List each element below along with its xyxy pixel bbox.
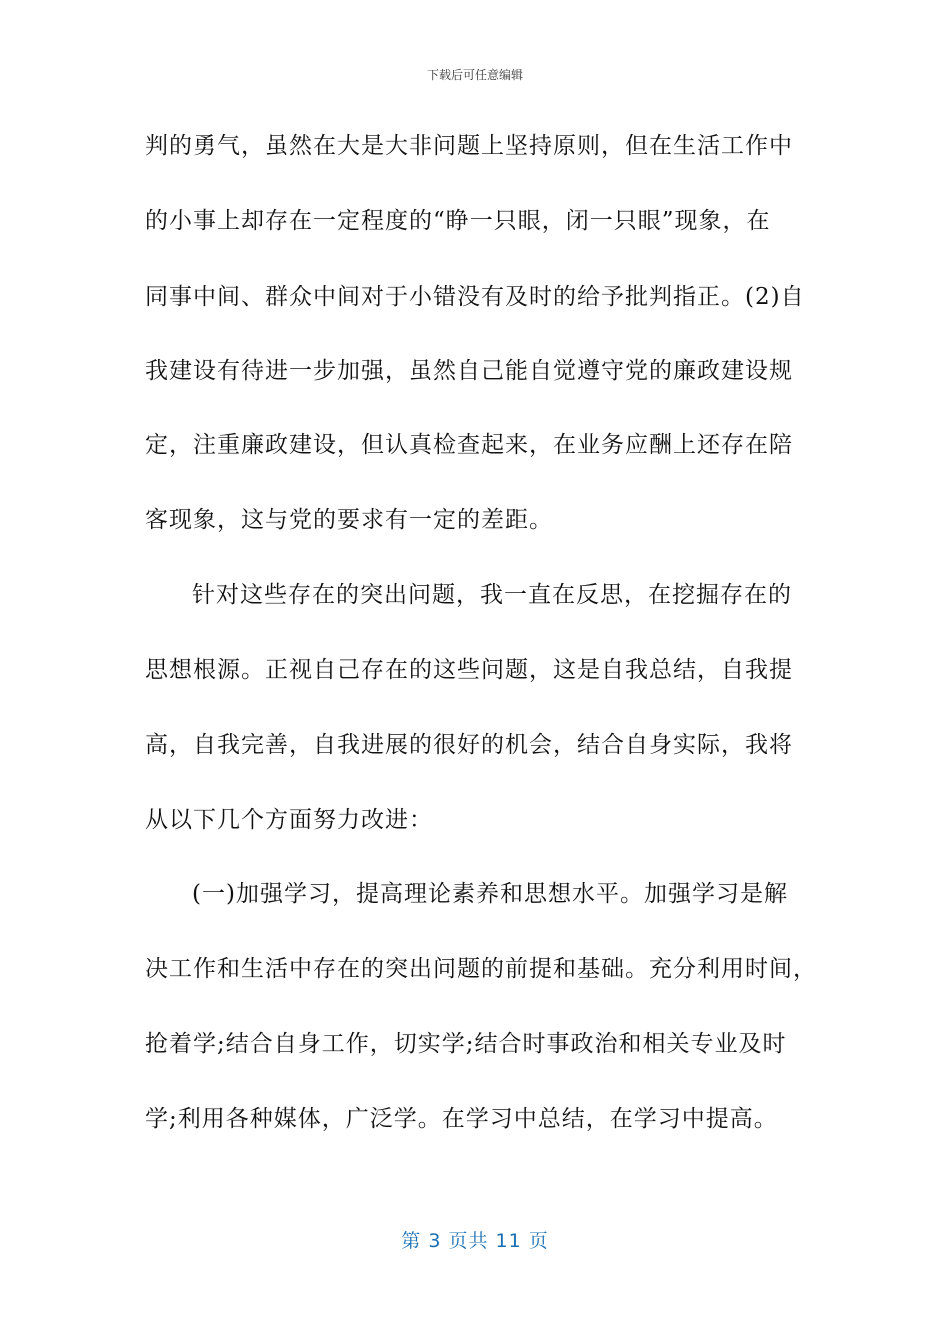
paragraph-first-line: (一)加强学习，提高理论素养和思想水平。加强学习是解 [192, 881, 788, 907]
page-number-footer: 第 3 页共 11 页 [401, 1230, 549, 1252]
text-line: 同事中间、群众中间对于小错没有及时的给予批判指正。(2)自 [145, 284, 805, 310]
text-line: 决工作和生活中存在的突出问题的前提和基础。充分利用时间， [145, 956, 817, 982]
text-line: 的小事上却存在一定程度的“睁一只眼，闭一只眼”现象，在 [145, 208, 771, 234]
text-line: 定，注重廉政建设，但认真检查起来，在业务应酬上还存在陪 [145, 432, 793, 458]
text-line: 学;利用各种媒体，广泛学。在学习中总结，在学习中提高。 [145, 1106, 778, 1132]
text-line: 我建设有待进一步加强，虽然自己能自觉遵守党的廉政建设规 [145, 358, 793, 384]
header-note: 下载后可任意编辑 [426, 68, 523, 82]
text-line: 抢着学;结合自身工作，切实学;结合时事政治和相关专业及时 [145, 1031, 787, 1057]
paragraph-first-line: 针对这些存在的突出问题，我一直在反思，在挖掘存在的 [192, 582, 792, 608]
text-line: 高，自我完善，自我进展的很好的机会，结合自身实际，我将 [145, 732, 793, 758]
text-line: 客现象，这与党的要求有一定的差距。 [145, 507, 553, 533]
text-line: 从以下几个方面努力改进： [145, 807, 433, 833]
text-line: 思想根源。正视自己存在的这些问题，这是自我总结，自我提 [145, 657, 793, 683]
text-line: 判的勇气，虽然在大是大非问题上坚持原则，但在生活工作中 [145, 133, 793, 159]
